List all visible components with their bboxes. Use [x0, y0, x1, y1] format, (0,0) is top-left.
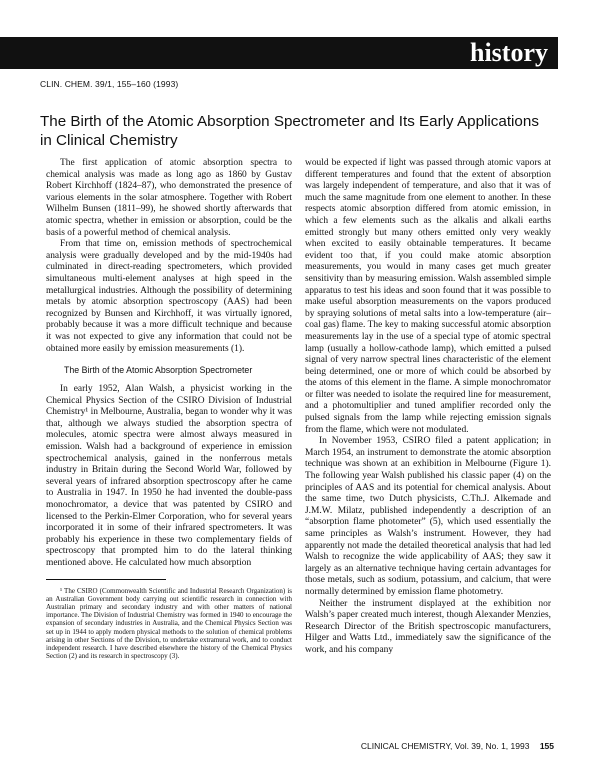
body-paragraph: In early 1952, Alan Walsh, a physicist working in the Chemical Physics Section of the CSIRO Division of Industrial Chemistry¹ in Melbourne, Australia, began to wonder why it was that, although we always studied the absorption spectra of molecules, atomic spectra were almost always measured in emission. Walsh had a background of experience in emission spectrochemical analysis, gained in the nonferrous metals industry in Britain during the Second World War, followed by several years of infrared absorption spectroscopy after he came to Australia in 1947. In 1950 he had invented the double-pass monochromator, a device that was patented by CSIRO and licensed to the Perkin-Elmer Corporation, who for several years incorporated it in some of their infrared spectrometers. It was probably his experience in these two complementary fields of spectroscopy that prompted him to do the lateral thinking mentioned above. He calculated how much absorption [46, 384, 292, 568]
footnote-divider [46, 579, 166, 580]
article-title: The Birth of the Atomic Absorption Spectrometer and Its Early Applications in Clinical Chemistry [40, 113, 539, 149]
page-number: 155 [539, 741, 554, 751]
body-paragraph: would be expected if light was passed through atomic vapors at different temperatures and found that the extent of absorption was largely independent of temperature, and also that it was of much the same magnitude from one element to another. In these respects atomic absorption differed from atomic emission, in which a few elements such as the alkalis and alkali earths emitted strongly but many others emitted only very weakly when excited to easily obtainable temperatures. It became evident too that, if you could make atomic absorption measurements, you would in many cases get much greater sensitivity than by measuring emission. Walsh assembled simple apparatus to test his ideas and soon found that it was possible to make useful absorption measurements on the vapors produced by spraying solutions of metal salts into a low-temperature (air–coal gas) flame. The key to making successful atomic absorption measurements lay in the use of a special type of atomic spectral lamp (usually a hollow-cathode lamp), which emitted a pulsed signal of very narrow spectral lines characteristic of the element being determined, one or more of which could be absorbed by the atoms of this element in the flame. A simple monochromator or filter was needed to isolate the required line for measurement, and a photomultiplier and tuned amplifier recorded only the pulsed signals from the lamp while rejecting emission signals from the flame, which were not modulated. [305, 158, 551, 435]
journal-footer-line: CLINICAL CHEMISTRY, Vol. 39, No. 1, 1993 [360, 741, 530, 751]
body-paragraph: From that time on, emission methods of spectrochemical analysis were gradually developed and by the mid-1940s had culminated in direct-reading spectrometers, which provided simultaneous multi-element analyses at high speed in the metallurgical industries. Although the possibility of determining metals by atomic absorption spectroscopy (AAS) had been recognized by Bunsen and Kirchhoff, it was virtually ignored, probably because it was a more difficult technique and because it was not expected to give any information that could not be obtained more easily by emission measurements (1). [46, 239, 292, 354]
body-paragraph: Neither the instrument displayed at the exhibition nor Walsh’s paper created much interest, though Alexander Menzies, Research Director of the British spectroscopic manufacturers, Hilger and Watts Ltd., immediately saw the significance of the work, and his company [305, 598, 551, 655]
journal-citation: CLIN. CHEM. 39/1, 155–160 (1993) [40, 79, 179, 89]
page-footer [361, 741, 554, 751]
section-subheading: The Birth of the Atomic Absorption Spectrometer [64, 365, 253, 376]
section-banner [0, 37, 558, 69]
left-column [46, 158, 292, 660]
right-column [305, 158, 551, 657]
section-label: history [470, 38, 548, 67]
body-paragraph: The first application of atomic absorption spectra to chemical analysis was made as long ago as 1860 by Gustav Robert Kirchhoff (1824–87), who demonstrated the presence of various elements in the solar atmosphere. Together with Robert Wilhelm Bunsen (1811–99), he showed shortly afterwards that atomic spectra, whether in emission or absorption, could be the basis of a powerful method of chemical analysis. [46, 158, 292, 238]
body-paragraph: In November 1953, CSIRO filed a patent application; in March 1954, an instrument to demonstrate the atomic absorption technique was shown at an exhibition in Melbourne (Figure 1). The following year Walsh published his classic paper (4) on the principles of AAS and its potential for chemical analysis. About the same time, two Dutch physicists, C.Th.J. Alkemade and J.M.W. Milatz, published independently a description of an “absorption flame photometer” (5), which used essentially the same principles as Walsh’s instrument. However, they had apparently not made the detailed theoretical analysis that had led Walsh to recognize the wide applicability of AAS; they saw it largely as an alternative technique having certain advantages for those metals, such as sodium, potassium, and calcium, that were normally determined by emission flame photometry. [305, 436, 551, 597]
footnote: ¹ The CSIRO (Commonwealth Scientific and Industrial Research Organization) is an Australian Government body carrying out scientific research in connection with Australian primary and secondary industry and with other matters of national importance. The Division of Industrial Chemistry was formed in 1940 to encourage the expansion of secondary industries in Australia, and the Chemical Physics Section was set up in 1944 to apply modern physical methods to the solution of chemical problems arising in other Sections of the Division, to undertake extramural work, and to conduct independent research. I have described elsewhere the history of the Chemical Physics Section (2) and its research in spectroscopy (3). [46, 586, 292, 661]
